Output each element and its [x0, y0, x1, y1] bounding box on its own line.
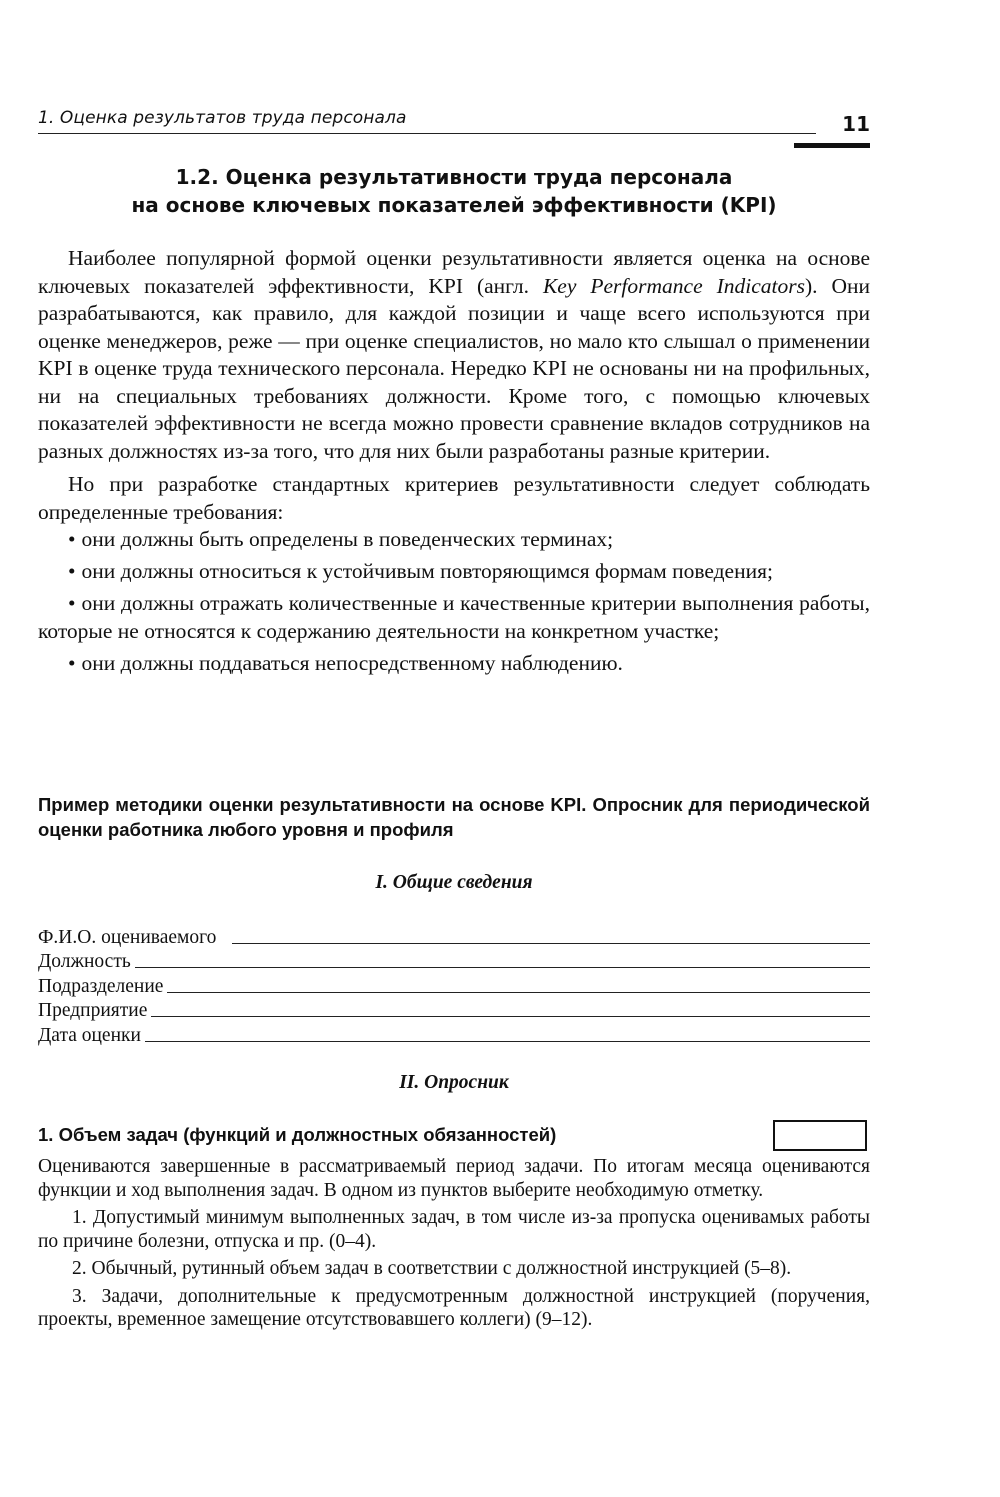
general-info-form	[38, 924, 870, 1047]
running-header	[38, 108, 870, 138]
position-input-line[interactable]	[135, 966, 870, 968]
page-number: 11	[842, 112, 870, 136]
bullet-marker: •	[68, 650, 76, 675]
question1-text	[38, 1155, 870, 1332]
enterprise-input-line[interactable]	[151, 1015, 870, 1017]
paragraph-1-part-b: ). Они разрабатываются, как правило, для каждой позиции и чаще всего используются при оценке менеджеров, реже — при оценке специалистов, но мало кто слышал о применении KPI в оценке труда технического персонала. Нередко KPI не основаны ни на профильных, ни на специальных требованиях должности. Кроме того, с помощью ключевых показателей эффективности не всегда можно провести сравнение вкладов сотрудников на разных должностях из-за того, что для них были разработаны разные критерии.	[38, 273, 871, 463]
running-title: 1. Оценка результатов труда персонала	[38, 108, 407, 128]
form-label: Предприятие	[38, 1000, 148, 1021]
bullet-marker: •	[68, 591, 76, 615]
form-row-date	[38, 1022, 870, 1047]
question1-option: 3. Задачи, дополнительные к предусмотренным должностной инструкцией (поручения, проекты, временное замещение отсутствовавшего коллеги) (9–12).	[38, 1285, 870, 1330]
requirements-list	[38, 526, 870, 677]
header-rule	[38, 133, 816, 134]
paragraph-1	[38, 245, 870, 465]
list-item-text: они должны поддаваться непосредственному наблюдению.	[81, 650, 623, 675]
list-item-text: они должны отражать количественные и качественные критерии выполнения работы, которые не относятся к содержанию деятельности на конкретном участке;	[38, 591, 870, 643]
form-row-department	[38, 973, 870, 998]
body-text	[38, 245, 870, 682]
list-item-text: они должны быть определены в поведенческих терминах;	[81, 527, 614, 551]
question1-intro: Оцениваются завершенные в рассматриваемый период задачи. По итогам месяца оцениваются функции и ход выполнения задач. В одном из пунктов выберите необходимую отметку.	[38, 1156, 870, 1201]
form-label: Подразделение	[38, 975, 164, 997]
section-title-line2: на основе ключевых показателей эффективности (KPI)	[131, 193, 777, 217]
form-label: Должность	[38, 951, 131, 972]
part1-title: I. Общие сведения	[375, 872, 533, 893]
question1-heading: 1. Объем задач (функций и должностных обязанностей)	[38, 1124, 557, 1145]
list-item	[38, 558, 870, 586]
form-label: Дата оценки	[38, 1024, 141, 1046]
form-label: Ф.И.О. оцениваемого	[38, 926, 217, 948]
section-title-line1: 1.2. Оценка результативности труда персонала	[175, 165, 733, 189]
part2-title: II. Опросник	[399, 1072, 509, 1093]
form-row-enterprise	[38, 998, 870, 1023]
paragraph-2: Но при разработке стандартных критериев результативности следует соблюдать определенные требования:	[38, 472, 870, 524]
list-item	[38, 590, 870, 645]
form-row-fio	[38, 924, 870, 949]
score-box[interactable]	[773, 1120, 867, 1151]
example-heading: Пример методики оценки результативности на основе KPI. Опросник для периодической оценки работника любого уровня и профиля	[38, 794, 870, 840]
bullet-marker: •	[68, 559, 76, 583]
question1-option: 2. Обычный, рутинный объем задач в соответствии с должностной инструкцией (5–8).	[72, 1258, 792, 1279]
date-input-line[interactable]	[145, 1040, 870, 1042]
department-input-line[interactable]	[167, 991, 870, 993]
list-item	[38, 650, 870, 678]
section-title	[38, 163, 870, 219]
page-number-bar	[794, 143, 870, 148]
fio-input-line[interactable]	[232, 942, 870, 944]
list-item	[38, 526, 870, 554]
paragraph-1-italic-term: Key Performance Indicators	[542, 273, 805, 298]
form-row-position	[38, 949, 870, 974]
bullet-marker: •	[68, 527, 76, 551]
question1-option: 1. Допустимый минимум выполненных задач, в том числе из-за пропуска оценивамых работы по причине болезни, отпуска и пр. (0–4).	[38, 1207, 870, 1252]
list-item-text: они должны относиться к устойчивым повторяющимся формам поведения;	[81, 559, 773, 583]
paragraph-1-part-a: Наиболее популярной формой оценки результативности является оценка на основе ключевых показателей эффективности, KPI (англ.	[38, 246, 870, 298]
